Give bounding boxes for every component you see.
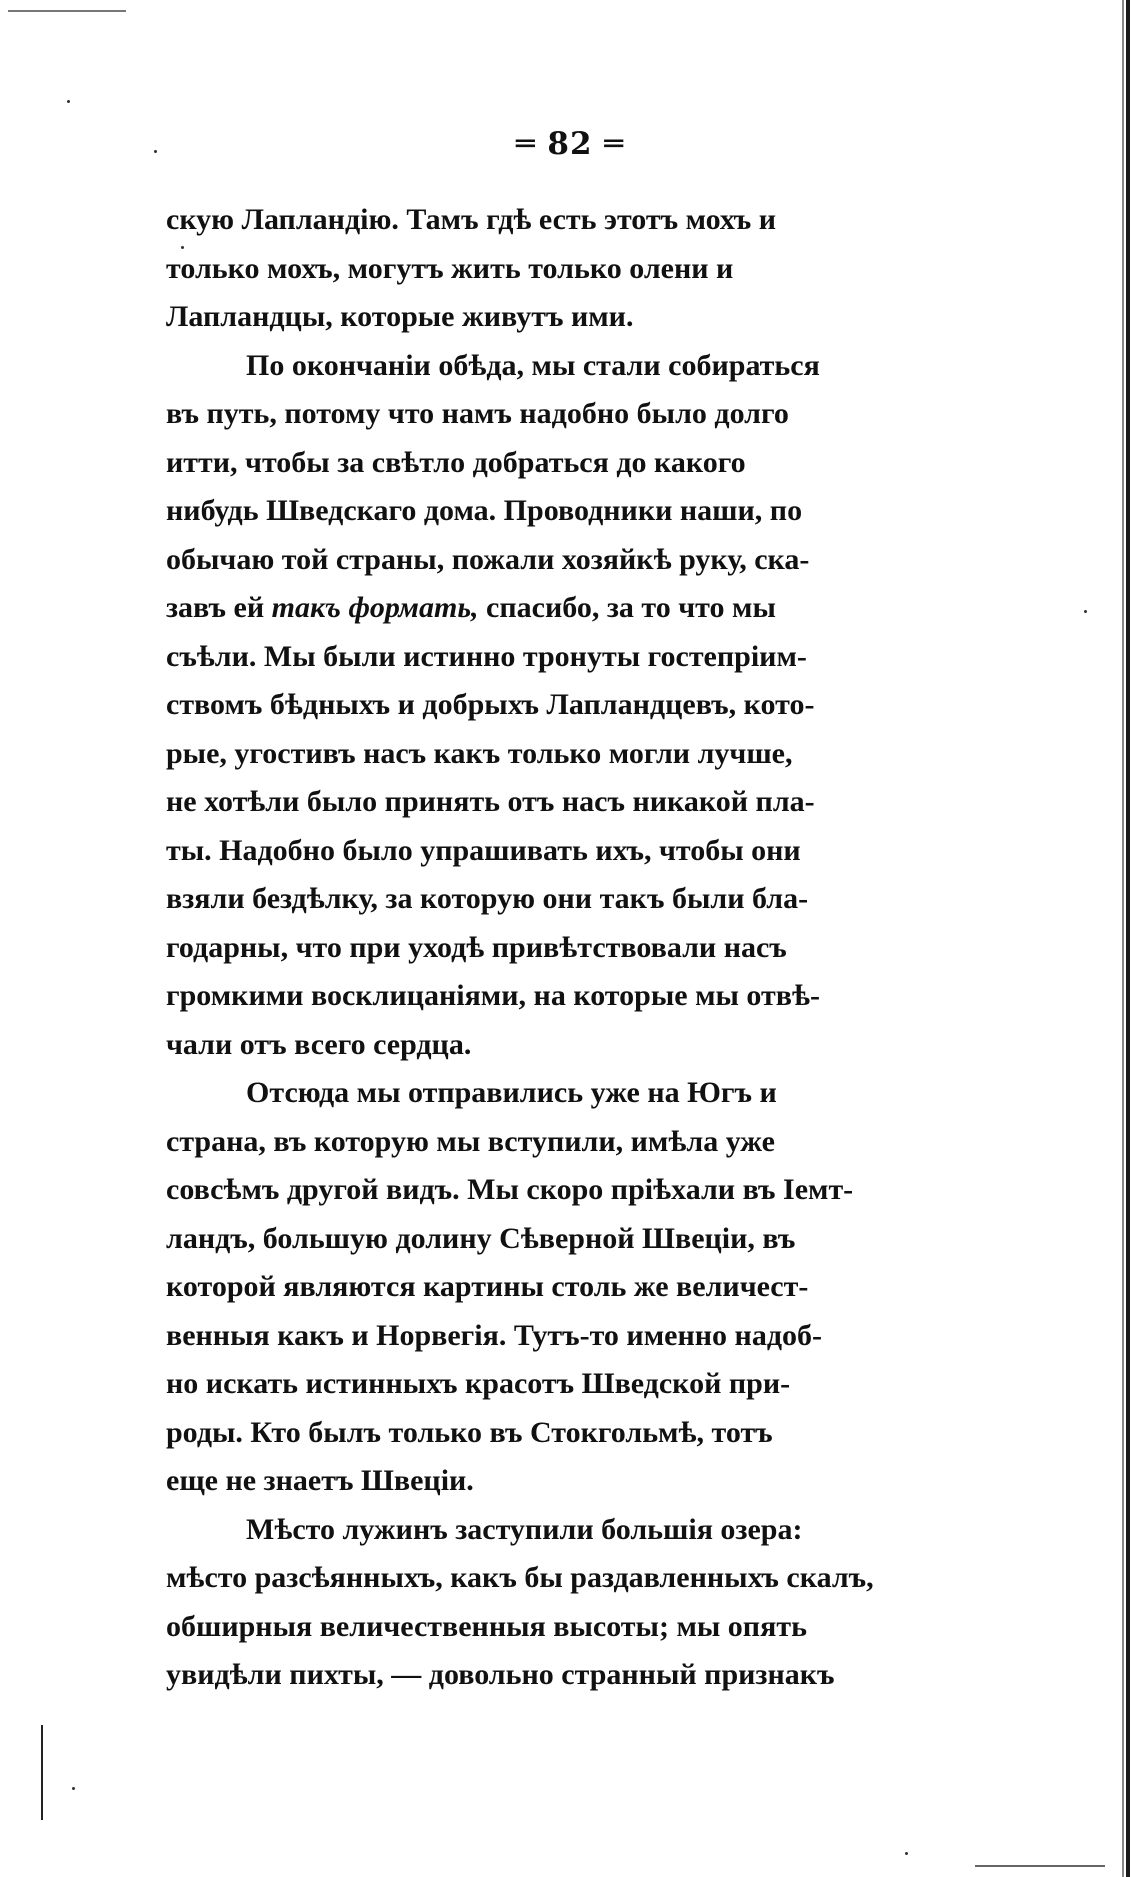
text-line: громкими восклицаніями, на которые мы отвѣ-	[166, 979, 820, 1012]
text-line: съѣли. Мы были истинно тронуты гостепріим-	[166, 639, 807, 673]
text-line: чали отъ всего сердца.	[166, 1027, 472, 1061]
text-line: Отсюда мы отправились уже на Югъ и	[246, 1076, 777, 1109]
text-line: нибудь Шведскаго дома. Проводники наши, по	[166, 494, 803, 527]
scan-speck	[72, 1787, 75, 1790]
text-line: только мохъ, могутъ жить только олени и	[166, 251, 734, 285]
text-line: Мѣсто лужинъ заступили большія озера:	[246, 1512, 803, 1546]
text-line: но искать истинныхъ красотъ Шведской при-	[166, 1367, 791, 1400]
text-line: взяли бездѣлку, за которую они такъ были бла-	[166, 882, 809, 915]
text-fragment: завъ ей	[166, 591, 265, 624]
italic-phrase: такъ формать,	[271, 591, 479, 624]
text-line: итти, чтобы за свѣтло добраться до какого	[166, 445, 746, 479]
scan-edge-mark-bottom-left	[41, 1725, 43, 1820]
text-line: не хотѣли было принять отъ насъ никакой пла-	[166, 785, 815, 818]
text-line: въ путь, потому что намъ надобно было долго	[166, 397, 789, 430]
text-line: которой являются картины столь же величест-	[166, 1270, 809, 1303]
text-fragment: спасибо, за то что мы	[486, 591, 776, 624]
text-line-mixed	[166, 584, 1031, 633]
page-right-edge-line	[1122, 0, 1124, 1877]
text-line: Лапландцы, которые живутъ ими.	[166, 300, 634, 333]
scan-speck	[905, 1852, 908, 1855]
scan-edge-rule-bottom-right	[975, 1865, 1105, 1867]
text-line: мѣсто разсѣянныхъ, какъ бы раздавленныхъ скалъ,	[166, 1561, 874, 1594]
text-line: годарны, что при уходѣ привѣтствовали насъ	[166, 930, 787, 964]
text-line: рые, угостивъ насъ какъ только могли лучше,	[166, 736, 793, 770]
text-line: венныя какъ и Норвегія. Тутъ-то именно надоб-	[166, 1318, 822, 1352]
scan-speck	[1084, 610, 1087, 613]
text-line: обычаю той страны, пожали хозяйкѣ руку, ска-	[166, 542, 810, 576]
scan-edge-rule-top-left	[8, 10, 126, 12]
text-line: ты. Надобно было упрашивать ихъ, чтобы они	[166, 833, 801, 867]
text-line: еще не знаетъ Швеціи.	[166, 1464, 474, 1497]
page-number-header: ═ 82 ═	[515, 126, 625, 162]
text-line: увидѣли пихты, — довольно странный признакъ	[166, 1658, 835, 1691]
text-line: совсѣмъ другой видъ. Мы скоро пріѣхали въ Iемт-	[166, 1173, 854, 1206]
text-line: роды. Кто былъ только въ Стокгольмѣ, тотъ	[166, 1415, 773, 1449]
body-text	[166, 196, 1031, 1700]
text-line: По окончаніи обѣда, мы стали собираться	[246, 348, 820, 382]
text-line: ствомъ бѣдныхъ и добрыхъ Лапландцевъ, кото-	[166, 688, 815, 721]
text-line: скую Лапландію. Тамъ гдѣ есть этотъ мохъ и	[166, 203, 777, 236]
page-right-edge-shadow	[1126, 0, 1130, 1877]
text-line: ландъ, большую долину Сѣверной Швеціи, въ	[166, 1221, 796, 1255]
scan-speck	[67, 100, 70, 103]
text-line: страна, въ которую мы вступили, имѣла уже	[166, 1124, 775, 1158]
text-line: обширныя величественныя высоты; мы опять	[166, 1609, 807, 1643]
